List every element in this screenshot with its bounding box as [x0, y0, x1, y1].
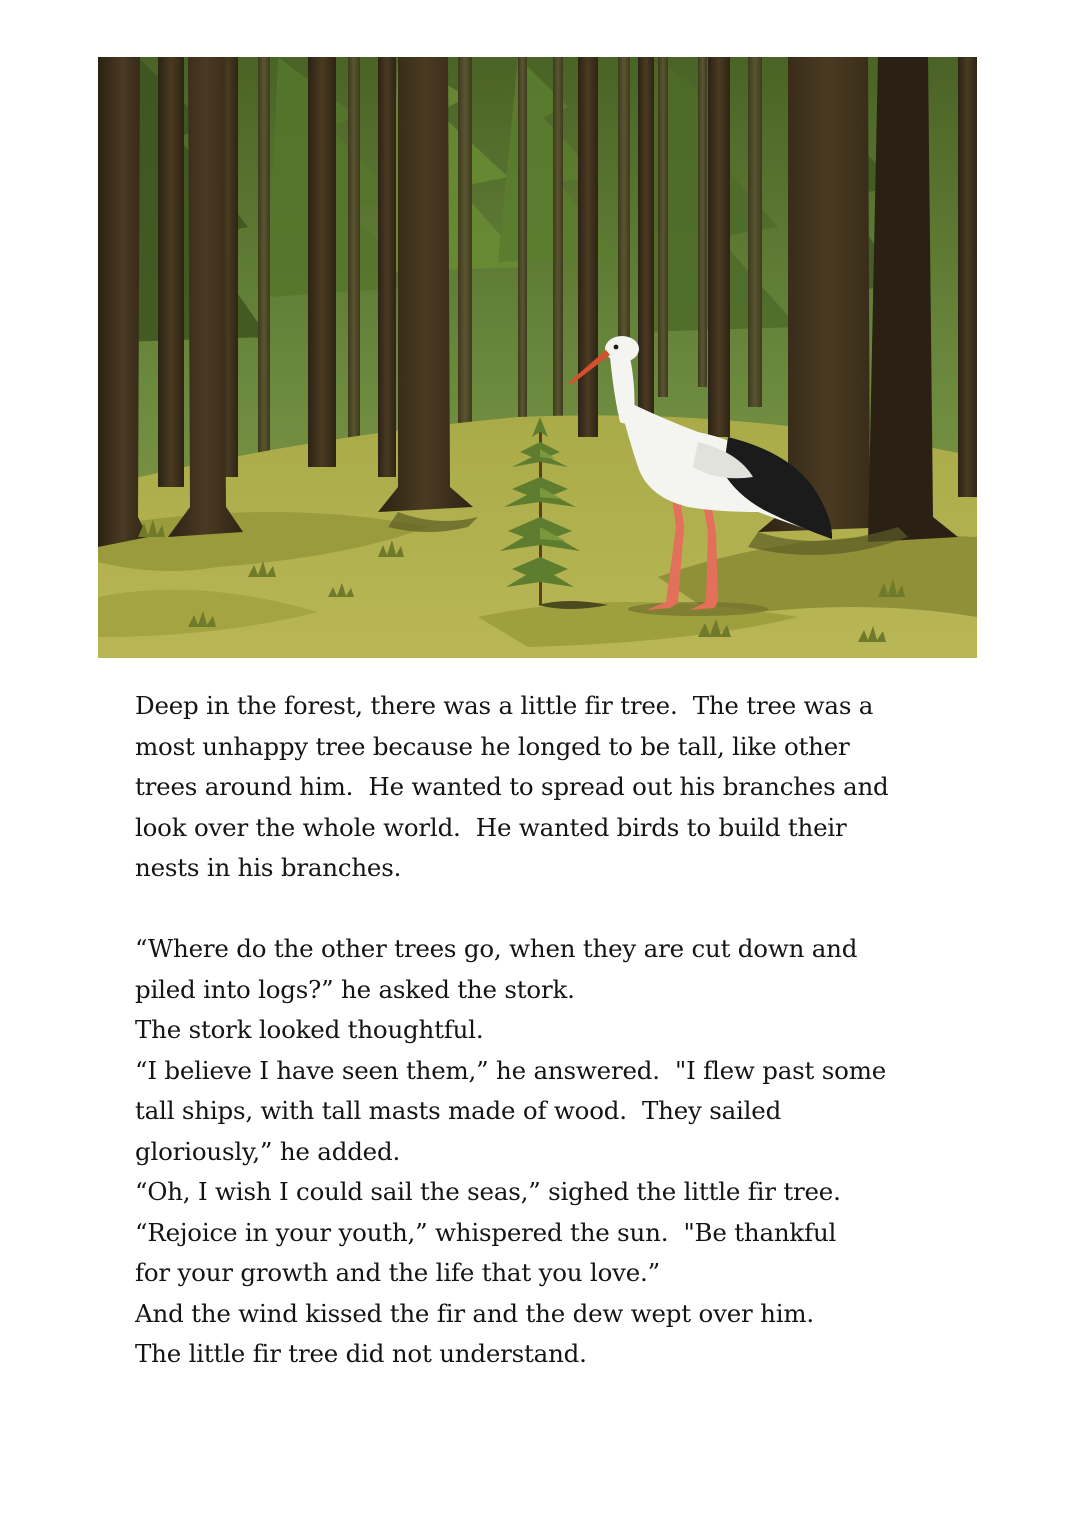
story-line: “Where do the other trees go, when they are cut down and — [135, 934, 858, 963]
story-line: for your growth and the life that you love.” — [135, 1258, 660, 1287]
forest-illustration — [98, 57, 977, 658]
paragraph-2 — [135, 929, 995, 1375]
story-line: “Rejoice in your youth,” whispered the sun. "Be thankful — [135, 1217, 837, 1247]
story-line: The stork looked thoughtful. — [135, 1015, 484, 1044]
story-line: Deep in the forest, there was a little fir tree. The tree was a — [135, 691, 874, 720]
forest-scene-image — [98, 57, 977, 658]
story-line: gloriously,” he added. — [135, 1136, 401, 1166]
story-text — [135, 686, 995, 1375]
paragraph-1 — [135, 686, 995, 889]
story-line: The little fir tree did not understand. — [135, 1339, 587, 1368]
story-line: tall ships, with tall masts made of wood. They sailed — [135, 1096, 782, 1125]
story-line: most unhappy tree because he longed to be tall, like other — [135, 731, 850, 761]
story-line: “Oh, I wish I could sail the seas,” sighed the little fir tree. — [135, 1177, 841, 1206]
story-line: piled into logs?” he asked the stork. — [135, 974, 575, 1004]
story-line: “I believe I have seen them,” he answered. "I flew past some — [135, 1055, 887, 1085]
story-line: nests in his branches. — [135, 853, 402, 882]
story-line: look over the whole world. He wanted birds to build their — [135, 812, 847, 842]
paragraph-gap — [135, 889, 995, 930]
story-line: trees around him. He wanted to spread out his branches and — [135, 772, 889, 801]
story-line: And the wind kissed the fir and the dew wept over him. — [135, 1298, 814, 1328]
